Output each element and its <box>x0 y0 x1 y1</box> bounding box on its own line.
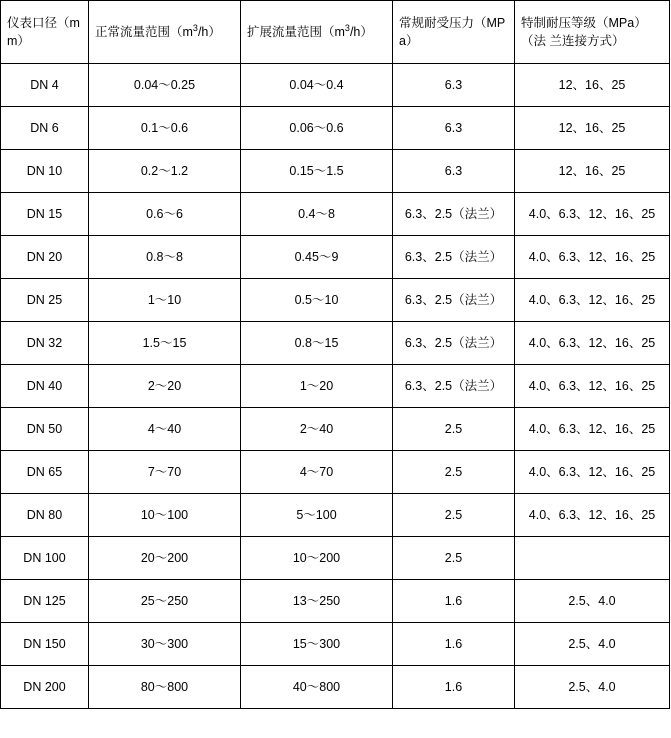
cell-diameter: DN 32 <box>1 322 89 365</box>
cell-normal-range: 1.5～15 <box>89 322 241 365</box>
cell-extended-range: 40～800 <box>241 666 393 709</box>
cell-extended-range: 0.06～0.6 <box>241 107 393 150</box>
table-row <box>1 537 670 580</box>
cell-special-pressure: 2.5、4.0 <box>515 580 670 623</box>
cell-special-pressure <box>515 537 670 580</box>
cell-normal-range: 20～200 <box>89 537 241 580</box>
cell-pressure: 2.5 <box>393 537 515 580</box>
cell-pressure: 6.3、2.5（法兰） <box>393 279 515 322</box>
table-row <box>1 193 670 236</box>
cell-special-pressure: 12、16、25 <box>515 150 670 193</box>
cell-diameter: DN 80 <box>1 494 89 537</box>
cell-diameter: DN 100 <box>1 537 89 580</box>
cell-extended-range: 0.15～1.5 <box>241 150 393 193</box>
header-row <box>1 1 670 64</box>
table-row <box>1 107 670 150</box>
cell-extended-range: 2～40 <box>241 408 393 451</box>
cell-pressure: 6.3 <box>393 64 515 107</box>
table-row <box>1 408 670 451</box>
table-row <box>1 64 670 107</box>
cell-extended-range: 0.4～8 <box>241 193 393 236</box>
cell-normal-range: 0.1～0.6 <box>89 107 241 150</box>
cell-pressure: 6.3 <box>393 150 515 193</box>
cell-normal-range: 30～300 <box>89 623 241 666</box>
cell-diameter: DN 20 <box>1 236 89 279</box>
cell-extended-range: 0.5～10 <box>241 279 393 322</box>
cell-extended-range: 0.8～15 <box>241 322 393 365</box>
cell-extended-range: 4～70 <box>241 451 393 494</box>
cell-special-pressure: 12、16、25 <box>515 107 670 150</box>
cell-normal-range: 1～10 <box>89 279 241 322</box>
cell-pressure: 6.3、2.5（法兰） <box>393 322 515 365</box>
cell-diameter: DN 15 <box>1 193 89 236</box>
cell-diameter: DN 200 <box>1 666 89 709</box>
cell-special-pressure: 4.0、6.3、12、16、25 <box>515 279 670 322</box>
cell-normal-range: 2～20 <box>89 365 241 408</box>
cell-normal-range: 0.8～8 <box>89 236 241 279</box>
cell-pressure: 1.6 <box>393 580 515 623</box>
table-header <box>1 1 670 64</box>
header-cell-diameter <box>1 1 89 64</box>
cell-diameter: DN 65 <box>1 451 89 494</box>
cell-normal-range: 0.6～6 <box>89 193 241 236</box>
cell-pressure: 1.6 <box>393 666 515 709</box>
cell-normal-range: 7～70 <box>89 451 241 494</box>
cell-special-pressure: 4.0、6.3、12、16、25 <box>515 365 670 408</box>
cell-pressure: 1.6 <box>393 623 515 666</box>
cell-special-pressure: 4.0、6.3、12、16、25 <box>515 408 670 451</box>
header-cell-special-pressure <box>515 1 670 64</box>
cell-diameter: DN 10 <box>1 150 89 193</box>
cell-special-pressure: 4.0、6.3、12、16、25 <box>515 193 670 236</box>
cell-special-pressure: 12、16、25 <box>515 64 670 107</box>
cell-normal-range: 0.2～1.2 <box>89 150 241 193</box>
cell-diameter: DN 150 <box>1 623 89 666</box>
cell-extended-range: 10～200 <box>241 537 393 580</box>
cell-extended-range: 5～100 <box>241 494 393 537</box>
cell-pressure: 6.3 <box>393 107 515 150</box>
header-text-pressure: 常规耐受压力（MP a） <box>399 15 506 48</box>
cell-normal-range: 10～100 <box>89 494 241 537</box>
cell-normal-range: 25～250 <box>89 580 241 623</box>
superscript-3: 3 <box>344 22 350 33</box>
cell-special-pressure: 4.0、6.3、12、16、25 <box>515 451 670 494</box>
cell-special-pressure: 4.0、6.3、12、16、25 <box>515 494 670 537</box>
cell-special-pressure: 4.0、6.3、12、16、25 <box>515 236 670 279</box>
superscript-3: 3 <box>192 22 198 33</box>
cell-diameter: DN 40 <box>1 365 89 408</box>
cell-pressure: 6.3、2.5（法兰） <box>393 236 515 279</box>
table-row <box>1 150 670 193</box>
header-cell-pressure <box>393 1 515 64</box>
header-cell-extended-range: 扩展流量范围$(m^3/h)$ <box>241 1 393 64</box>
table-body <box>1 64 670 709</box>
cell-normal-range: 4～40 <box>89 408 241 451</box>
cell-extended-range: 0.45～9 <box>241 236 393 279</box>
table-row <box>1 623 670 666</box>
cell-extended-range: 15～300 <box>241 623 393 666</box>
table-row <box>1 279 670 322</box>
cell-extended-range: 0.04～0.4 <box>241 64 393 107</box>
cell-diameter: DN 6 <box>1 107 89 150</box>
cell-diameter: DN 50 <box>1 408 89 451</box>
cell-normal-range: 80～800 <box>89 666 241 709</box>
cell-special-pressure: 4.0、6.3、12、16、25 <box>515 322 670 365</box>
cell-diameter: DN 25 <box>1 279 89 322</box>
table-row <box>1 580 670 623</box>
cell-pressure: 6.3、2.5（法兰） <box>393 365 515 408</box>
cell-special-pressure: 2.5、4.0 <box>515 623 670 666</box>
table-row <box>1 322 670 365</box>
cell-special-pressure: 2.5、4.0 <box>515 666 670 709</box>
header-text-diameter: 仪表口径（m m） <box>7 15 80 48</box>
table-row <box>1 365 670 408</box>
cell-diameter: DN 4 <box>1 64 89 107</box>
cell-extended-range: 13～250 <box>241 580 393 623</box>
cell-diameter: DN 125 <box>1 580 89 623</box>
table-row <box>1 451 670 494</box>
header-text-special-pressure: 特制耐压等级（MPa）（法 兰连接方式） <box>521 15 647 48</box>
table-row <box>1 236 670 279</box>
cell-pressure: 2.5 <box>393 451 515 494</box>
table-row <box>1 666 670 709</box>
footer-note <box>0 709 671 717</box>
cell-normal-range: 0.04～0.25 <box>89 64 241 107</box>
cell-extended-range: 1～20 <box>241 365 393 408</box>
cell-pressure: 2.5 <box>393 494 515 537</box>
table-row <box>1 494 670 537</box>
cell-pressure: 2.5 <box>393 408 515 451</box>
header-cell-normal-range: 正常流量范围$(m^3/h)$ <box>89 1 241 64</box>
cell-pressure: 6.3、2.5（法兰） <box>393 193 515 236</box>
